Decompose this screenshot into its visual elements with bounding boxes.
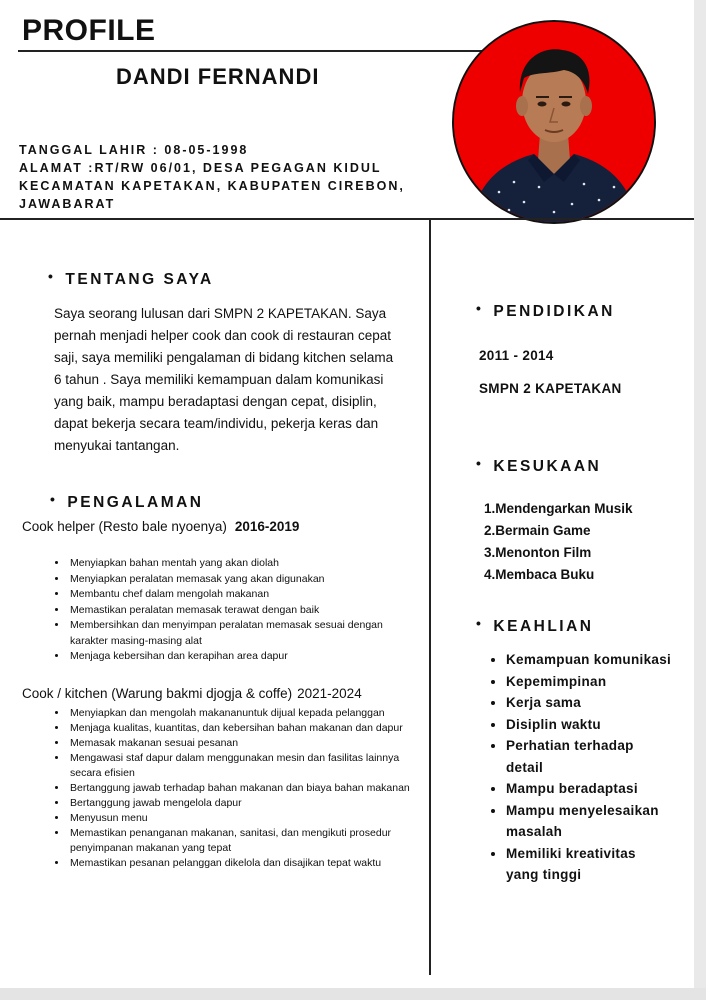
list-item: 4.Membaca Buku: [484, 567, 595, 582]
list-item: • Kerja sama: [506, 692, 694, 714]
list-item: • Membantu chef dalam mengolah makanan: [68, 587, 413, 603]
page-margin-bottom: [0, 988, 706, 1000]
address-line-2: KECAMATAN KAPETAKAN, KABUPATEN CIREBON,: [19, 179, 405, 193]
list-item: • Memastikan peralatan memasak terawat dengan baik: [68, 603, 413, 619]
list-item: • Mengawasi staf dapur dalam menggunakan mesin dan fasilitas lainnya secara efisien: [68, 751, 410, 781]
header-divider: [0, 218, 694, 220]
list-item: • Menyiapkan peralatan memasak yang akan digunakan: [68, 572, 413, 588]
education-heading: [476, 300, 615, 321]
about-heading-label: TENTANG SAYA: [65, 271, 214, 288]
about-text: Saya seorang lulusan dari SMPN 2 KAPETAKAN. Saya pernah menjadi helper cook dan cook di restauran cepat saji, saya memiliki pengalaman di bidang kitchen selama 6 tahun . Saya memiliki kemampuan dalam komunikasi yang baik, mampu beradaptasi dengan cepat, disiplin, dapat bekerja secara team/individu, pekerja keras dan menyukai tantangan.: [54, 306, 394, 453]
page-margin-right: [694, 0, 706, 1000]
list-item: • Kemampuan komunikasi: [506, 649, 694, 671]
person-photo-icon: [454, 22, 654, 222]
list-item: • Bertanggung jawab terhadap bahan makanan dan biaya bahan makanan: [68, 781, 410, 796]
job-1-years: 2016-2019: [234, 519, 300, 534]
experience-heading-label: PENGALAMAN: [67, 494, 204, 511]
bullet-icon: •: [476, 300, 484, 316]
job-1-duties: [52, 556, 413, 665]
address-line-3: JAWABARAT: [19, 197, 116, 211]
about-heading: [48, 268, 214, 289]
birth-date: TANGGAL LAHIR : 08-05-1998: [19, 143, 249, 157]
list-item: • Memiliki kreativitas yang tinggi: [506, 843, 656, 886]
address-line-1: ALAMAT :RT/RW 06/01, DESA PEGAGAN KIDUL: [19, 161, 382, 175]
experience-heading: [50, 491, 204, 512]
education-school: SMPN 2 KAPETAKAN: [479, 381, 622, 396]
education-years: 2011 - 2014: [479, 348, 554, 363]
list-item: • Menjaga kualitas, kuantitas, dan kebersihan bahan makanan dan dapur: [68, 721, 410, 736]
list-item: • Menyusun menu: [68, 811, 410, 826]
list-item: • Membersihkan dan menyimpan peralatan memasak sesuai dengan karakter masing-masing alat: [68, 618, 413, 649]
bullet-icon: •: [50, 491, 58, 507]
list-item: • Menyiapkan bahan mentah yang akan diolah: [68, 556, 413, 572]
title-divider: [18, 50, 538, 52]
bullet-icon: •: [48, 268, 56, 284]
list-item: • Disiplin waktu: [506, 714, 694, 736]
skills-heading-label: KEAHLIAN: [493, 618, 594, 635]
list-item: • Kepemimpinan: [506, 671, 694, 693]
education-heading-label: PENDIDIKAN: [493, 303, 615, 320]
column-divider: [429, 219, 431, 975]
skills-list: [490, 649, 694, 886]
list-item: • Menjaga kebersihan dan kerapihan area dapur: [68, 649, 413, 665]
list-item: • Mampu menyelesaikan masalah: [506, 800, 686, 843]
hobbies-list: [484, 498, 633, 586]
page-title: PROFILE: [22, 14, 156, 47]
job-1-title: [22, 519, 299, 534]
list-item: • Memasak makanan sesuai pesanan: [68, 736, 410, 751]
list-item: 2.Bermain Game: [484, 523, 591, 538]
job-1-name: Cook helper (Resto bale nyoenya): [22, 519, 227, 534]
list-item: • Bertanggung jawab mengelola dapur: [68, 796, 410, 811]
bullet-icon: •: [476, 455, 484, 471]
person-name: DANDI FERNANDI: [116, 64, 320, 89]
list-item: 3.Menonton Film: [484, 545, 592, 560]
list-item: 1.Mendengarkan Musik: [484, 501, 633, 516]
list-item: • Mampu beradaptasi: [506, 778, 694, 800]
job-2-years: 2021-2024: [297, 686, 362, 701]
hobbies-heading-label: KESUKAAN: [493, 458, 602, 475]
profile-photo: [452, 20, 656, 224]
list-item: • Memastikan pesanan pelanggan dikelola dan disajikan tepat waktu: [68, 856, 410, 871]
job-2-duties: [52, 706, 410, 871]
list-item: • Menyiapkan dan mengolah makananuntuk dijual kepada pelanggan: [68, 706, 410, 721]
hobbies-heading: [476, 455, 602, 476]
personal-info: [19, 141, 439, 213]
list-item: • Memastikan penanganan makanan, sanitasi, dan mengikuti prosedur penyimpanan makanan yang tepat: [68, 826, 410, 856]
job-2-name: Cook / kitchen (Warung bakmi djogja & coffe): [22, 686, 293, 701]
skills-heading: [476, 615, 594, 636]
list-item: • Perhatian terhadap detail: [506, 735, 656, 778]
bullet-icon: •: [476, 615, 484, 631]
job-2-title: [22, 686, 362, 701]
